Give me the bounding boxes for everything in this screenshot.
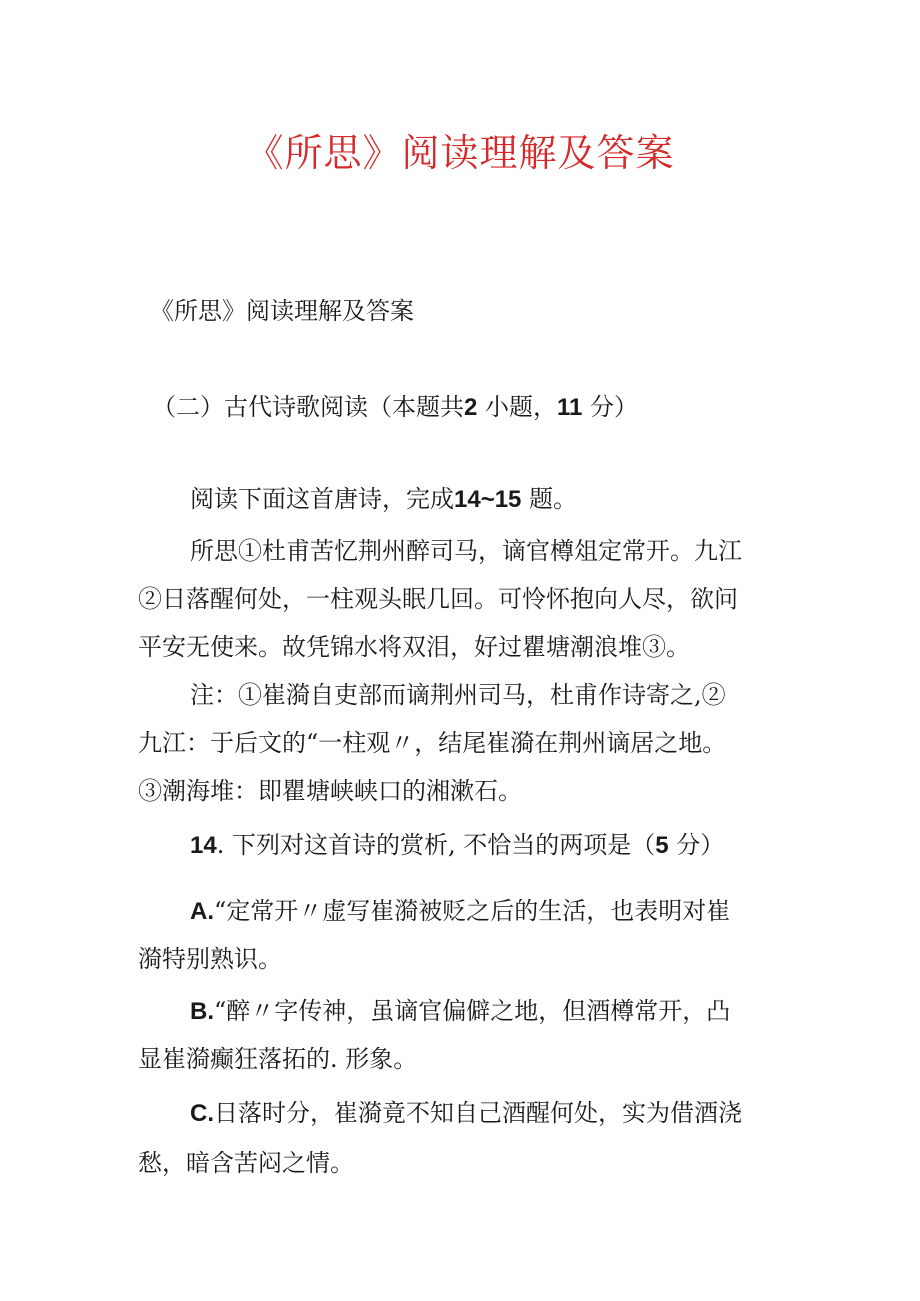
section-heading <box>152 390 812 425</box>
document-title: 《所思》阅读理解及答案 <box>245 131 675 175</box>
poem-line-1: 所思①杜甫苦忆荆州醉司马，谪官樽俎定常开。九江 <box>190 537 742 565</box>
instruction-prefix: 阅读下面这首唐诗，完成 <box>190 485 454 513</box>
option-b-line-2: 显崔漪癫狂落拓的. 形象。 <box>138 1045 418 1073</box>
option-c-line-1 <box>190 1096 850 1131</box>
question-14 <box>190 828 850 863</box>
option-a-letter: A. <box>190 898 214 925</box>
option-b-letter: B. <box>190 998 214 1025</box>
option-b-text-1: “醉〃字传神，虽谪官偏僻之地，但酒樽常开，凸 <box>214 997 731 1025</box>
note-line-1: 注：①崔漪自吏部而谪荆州司马，杜甫作诗寄之,② <box>190 681 726 709</box>
option-c-letter: C. <box>190 1100 214 1127</box>
note-line-2: 九江：于后文的“一柱观〃，结尾崔漪在荆州谪居之地。 <box>138 729 727 757</box>
option-a-text-1: “定常开〃虚写崔漪被贬之后的生活，也表明对崔 <box>214 897 731 925</box>
question-count: 2 <box>464 394 478 421</box>
total-score: 11 <box>557 394 583 421</box>
question-suffix: 分） <box>676 831 725 859</box>
question-range: 14~15 <box>454 486 522 513</box>
note-line-3: ③潮海堆：即瞿塘峡峡口的湘漱石。 <box>138 777 522 805</box>
section-heading-prefix: （二）古代诗歌阅读（本题共 <box>152 393 464 421</box>
option-a-line-2: 漪特别熟识。 <box>138 945 282 973</box>
instruction <box>190 482 850 517</box>
section-heading-mid: 小题， <box>485 393 557 421</box>
option-a-line-1 <box>190 894 850 929</box>
option-c-text-1: 日落时分，崔漪竟不知自己酒醒何处，实为借酒浇 <box>214 1099 742 1127</box>
question-text: . 下列对这首诗的赏析, 不恰当的两项是（ <box>216 831 656 859</box>
section-heading-suffix: 分） <box>590 393 639 421</box>
question-score: 5 <box>655 832 669 859</box>
poem-line-2: ②日落醒何处，一柱观头眠几回。可怜怀抱向人尽，欲问 <box>138 585 738 613</box>
instruction-suffix: 题。 <box>529 485 578 513</box>
option-b-line-1 <box>190 994 850 1029</box>
poem-line-3: 平安无使来。故凭锦水将双泪，好过瞿塘潮浪堆③。 <box>138 633 690 661</box>
option-c-line-2: 愁，暗含苦闷之情。 <box>138 1149 354 1177</box>
question-number: 14 <box>190 832 217 859</box>
subtitle: 《所思》阅读理解及答案 <box>150 297 414 325</box>
